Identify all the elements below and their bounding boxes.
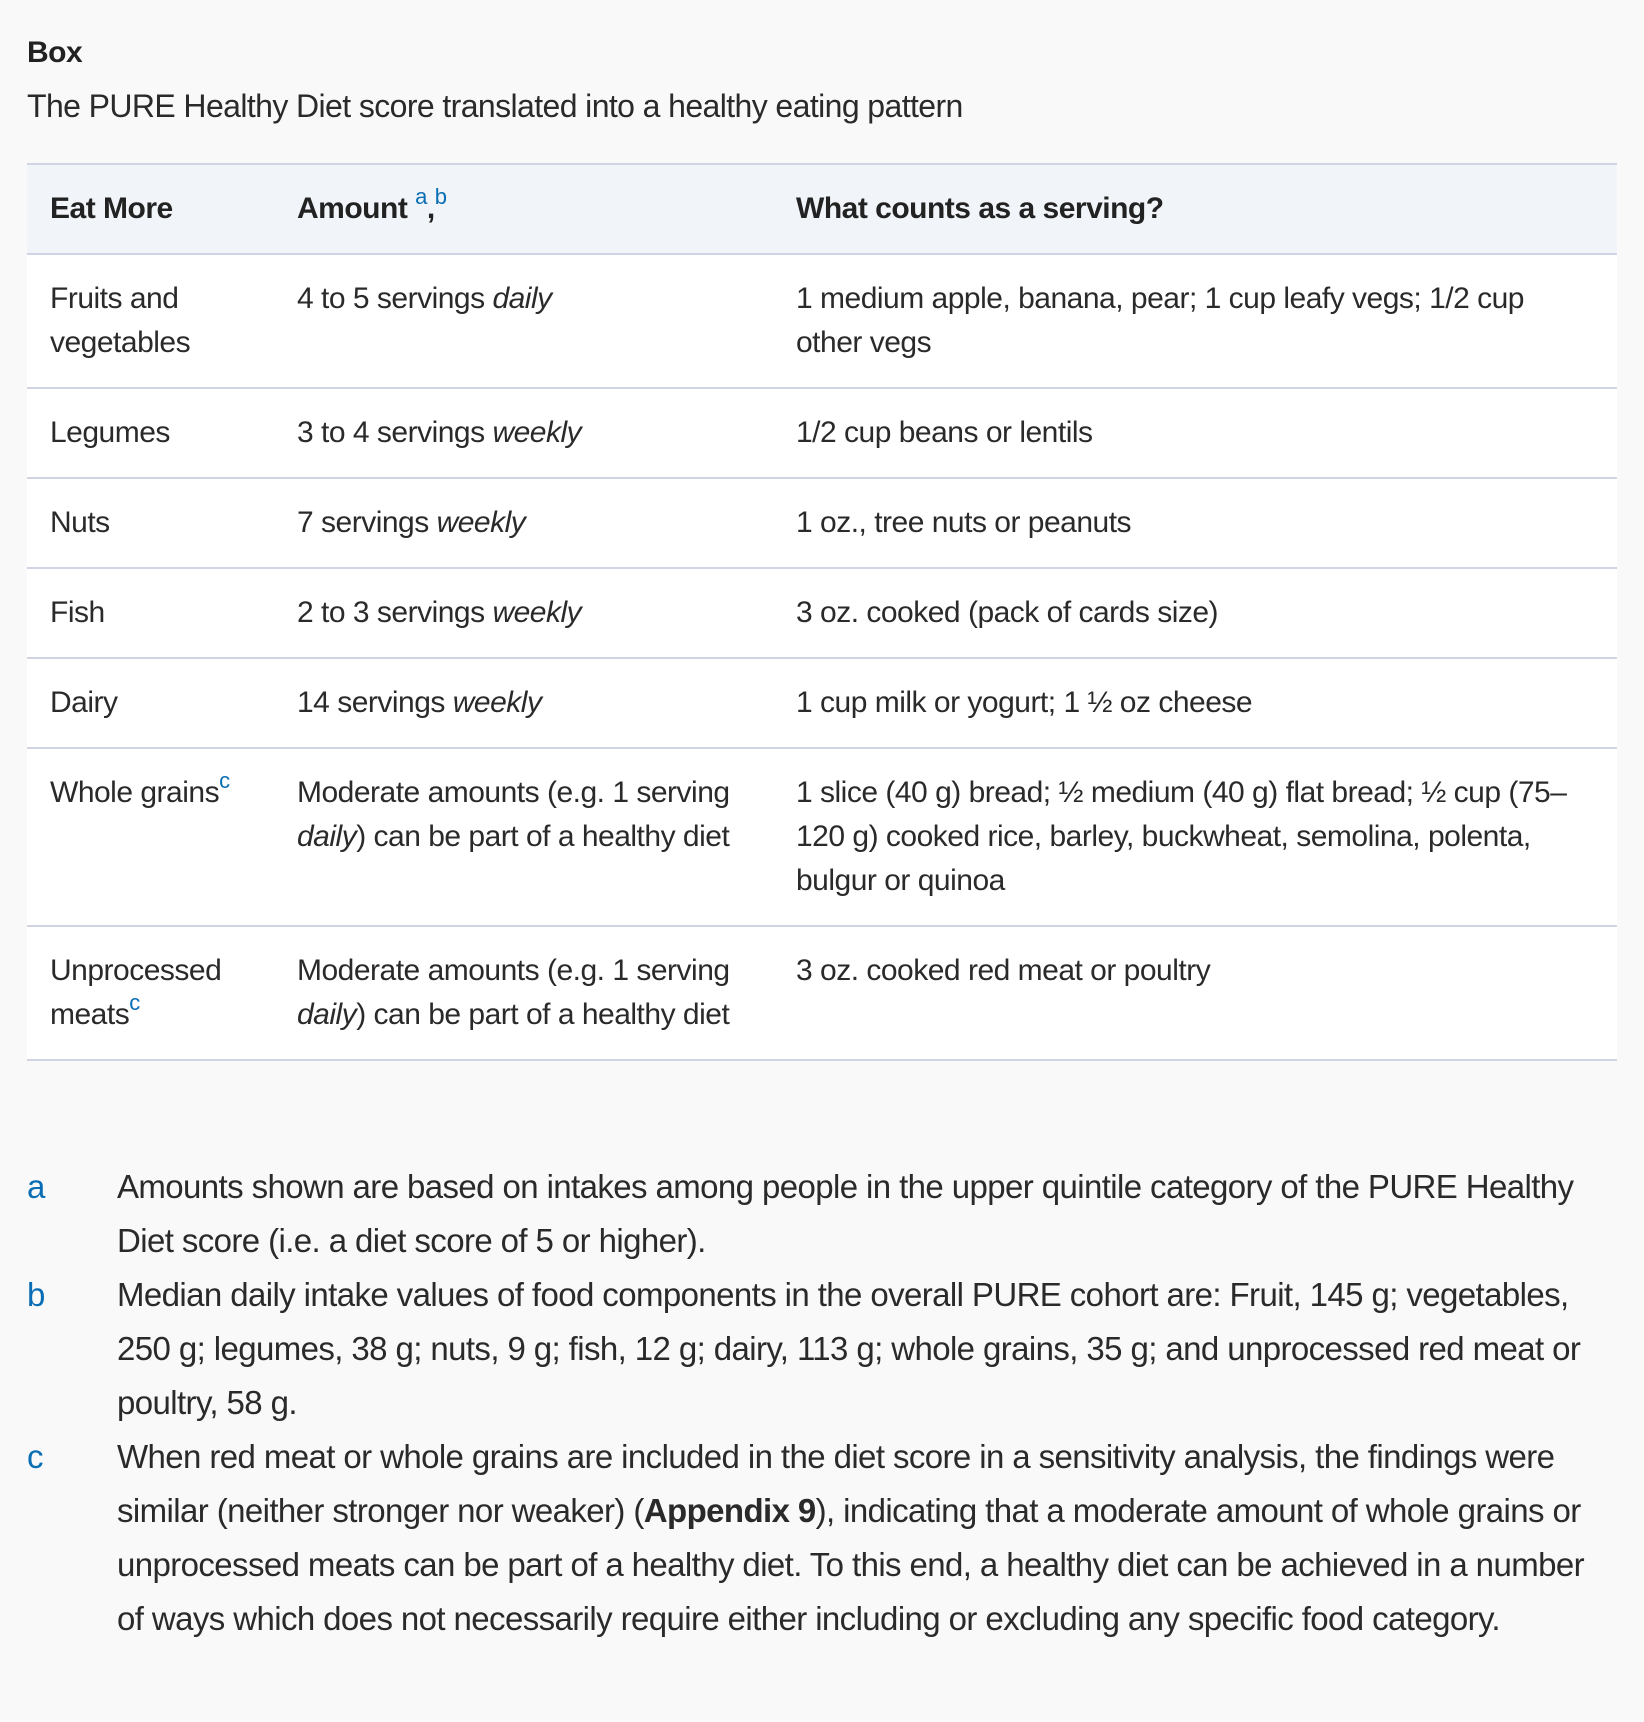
amount-text: 14 servings bbox=[297, 686, 453, 719]
footnote-text-part: ), indicating that a moderate amount of whole grains or unprocessed meats can be part of a healthy diet. To this end, a healthy diet can be achieved in a number of ways which does not necessarily require either including or excluding any specific food category. bbox=[117, 1492, 1584, 1637]
food-cell bbox=[27, 254, 297, 388]
amount-cell bbox=[297, 478, 796, 568]
footnote-ref-a[interactable]: a bbox=[415, 184, 427, 209]
amount-frequency: weekly bbox=[492, 596, 582, 629]
amount-frequency: weekly bbox=[452, 686, 542, 719]
serving-cell: 1 oz., tree nuts or peanuts bbox=[796, 478, 1617, 568]
food-name: Unprocessed meats bbox=[50, 954, 222, 1031]
amount-tail: ) can be part of a healthy diet bbox=[356, 998, 730, 1031]
footnote-text bbox=[117, 1160, 1607, 1268]
box-title: The PURE Healthy Diet score translated into a healthy eating pattern bbox=[27, 88, 963, 124]
footnote-text-part: Amounts shown are based on intakes among people in the upper quintile category of the PURE Healthy Diet score (i.e. a diet score of 5 or higher). bbox=[117, 1168, 1574, 1259]
table-row bbox=[27, 478, 1617, 568]
ref-separator: , bbox=[426, 192, 435, 225]
amount-cell bbox=[297, 568, 796, 658]
table-row bbox=[27, 658, 1617, 748]
table-row bbox=[27, 254, 1617, 388]
amount-frequency: daily bbox=[297, 820, 357, 853]
serving-cell: 3 oz. cooked red meat or poultry bbox=[796, 926, 1617, 1060]
header-amount bbox=[297, 164, 796, 254]
box-label: Box bbox=[27, 36, 83, 69]
footnote-text bbox=[117, 1430, 1607, 1646]
amount-cell bbox=[297, 254, 796, 388]
amount-cell bbox=[297, 926, 796, 1060]
amount-text: 2 to 3 servings bbox=[297, 596, 493, 629]
amount-text: 7 servings bbox=[297, 506, 437, 539]
table-row bbox=[27, 926, 1617, 1060]
footnote-key: c bbox=[27, 1438, 43, 1475]
food-cell bbox=[27, 658, 297, 748]
header-serving: What counts as a serving? bbox=[796, 164, 1617, 254]
footnote-text-part: Median daily intake values of food components in the overall PURE cohort are: Fruit, 145 g; vegetables, 250 g; legumes, 38 g; nuts, 9 g; fish, 12 g; dairy, 113 g; whole grains, 35 g; and unprocessed red meat or poultry, 58 g. bbox=[117, 1276, 1581, 1421]
footnote-b bbox=[27, 1268, 1607, 1430]
serving-cell: 3 oz. cooked (pack of cards size) bbox=[796, 568, 1617, 658]
food-name: Dairy bbox=[50, 686, 118, 719]
food-name: Legumes bbox=[50, 416, 170, 449]
footnote-a bbox=[27, 1160, 1607, 1268]
table-header-row bbox=[27, 164, 1617, 254]
appendix-link[interactable]: Appendix 9 bbox=[643, 1492, 816, 1529]
amount-frequency: weekly bbox=[436, 506, 526, 539]
serving-cell: 1 slice (40 g) bread; ½ medium (40 g) flat bread; ½ cup (75–120 g) cooked rice, barley, buckwheat, semolina, polenta, bulgur or quinoa bbox=[796, 748, 1617, 926]
amount-text: Moderate amounts (e.g. 1 serving bbox=[297, 776, 730, 809]
serving-cell: 1/2 cup beans or lentils bbox=[796, 388, 1617, 478]
table-row bbox=[27, 388, 1617, 478]
footnote-ref-b[interactable]: b bbox=[434, 184, 447, 209]
header-eat-more: Eat More bbox=[27, 164, 297, 254]
diet-table bbox=[27, 163, 1617, 1061]
footnote-c bbox=[27, 1430, 1607, 1646]
header-amount-label: Amount bbox=[297, 192, 408, 225]
amount-cell bbox=[297, 748, 796, 926]
amount-frequency: daily bbox=[297, 998, 357, 1031]
footnote-ref-c[interactable]: c bbox=[219, 768, 230, 793]
food-name: Fruits and vegetables bbox=[50, 282, 191, 359]
food-name: Nuts bbox=[50, 506, 110, 539]
amount-cell bbox=[297, 658, 796, 748]
amount-cell bbox=[297, 388, 796, 478]
serving-cell: 1 medium apple, banana, pear; 1 cup leafy vegs; 1/2 cup other vegs bbox=[796, 254, 1617, 388]
amount-tail: ) can be part of a healthy diet bbox=[356, 820, 730, 853]
amount-text: 3 to 4 servings bbox=[297, 416, 493, 449]
footnote-key: b bbox=[27, 1276, 45, 1313]
footnote-text-part: When red meat or whole grains are included in the diet score in a sensitivity analysis, the findings were similar (neither stronger nor weaker) ( bbox=[117, 1438, 1555, 1529]
footnote-key: a bbox=[27, 1168, 45, 1205]
food-cell bbox=[27, 568, 297, 658]
footnote-text bbox=[117, 1268, 1607, 1430]
amount-frequency: weekly bbox=[492, 416, 582, 449]
food-cell bbox=[27, 478, 297, 568]
amount-text: Moderate amounts (e.g. 1 serving bbox=[297, 954, 730, 987]
table-row bbox=[27, 568, 1617, 658]
amount-frequency: daily bbox=[492, 282, 552, 315]
food-name: Whole grains bbox=[50, 776, 220, 809]
food-cell bbox=[27, 388, 297, 478]
food-cell bbox=[27, 926, 297, 1060]
amount-text: 4 to 5 servings bbox=[297, 282, 493, 315]
footnotes bbox=[27, 1160, 1607, 1646]
table-row bbox=[27, 748, 1617, 926]
serving-cell: 1 cup milk or yogurt; 1 ½ oz cheese bbox=[796, 658, 1617, 748]
food-name: Fish bbox=[50, 596, 105, 629]
food-cell bbox=[27, 748, 297, 926]
footnote-ref-c[interactable]: c bbox=[129, 990, 140, 1015]
